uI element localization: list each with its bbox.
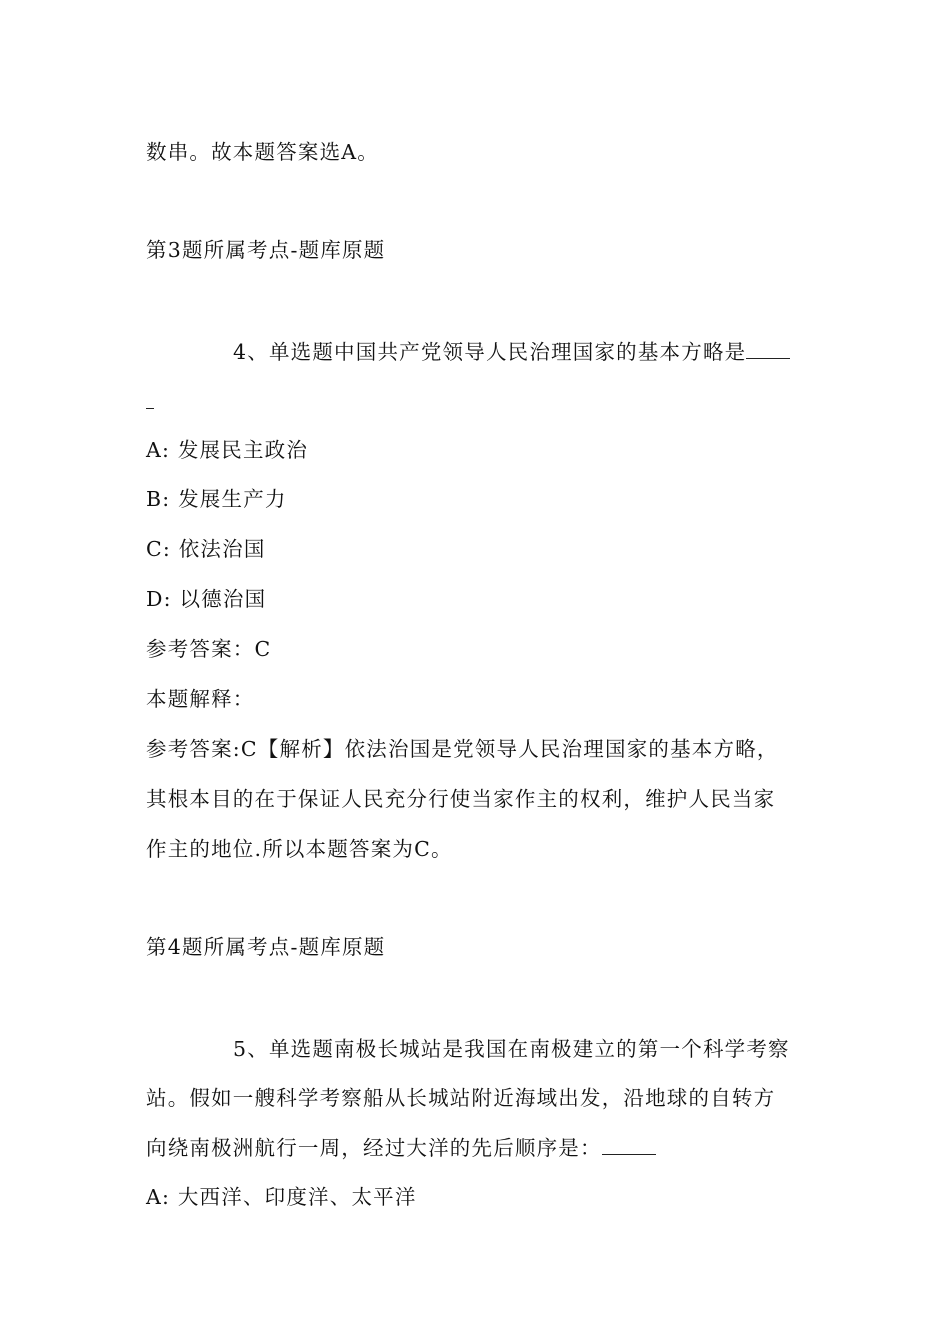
explanation-text: 其根本目的在于保证人民充分行使当家作主的权利，维护人民当家	[146, 787, 776, 811]
option-text: 发展民主政治	[177, 438, 309, 462]
q4-explanation-line-1	[146, 737, 779, 761]
explanation-tail-text: 数串。故本题答案选A。	[146, 140, 380, 164]
q4-explanation-line-3	[146, 837, 453, 861]
q4-option-d	[146, 587, 266, 611]
q3-topic	[146, 238, 385, 262]
q4-explanation-line-2	[146, 787, 775, 811]
answer-text: 参考答案：C	[146, 637, 272, 661]
option-label: B:	[146, 487, 171, 511]
q4-stem-text: 4、单选题中国共产党领导人民治理国家的基本方略是	[233, 340, 747, 364]
answer-blank	[602, 1136, 656, 1155]
explanation-text: 参考答案:C【解析】依法治国是党领导人民治理国家的基本方略，	[146, 737, 779, 761]
q4-stem	[233, 340, 790, 364]
option-text: 以德治国	[179, 587, 267, 611]
option-label: D:	[146, 587, 172, 611]
q4-topic-text: 第4题所属考点-题库原题	[146, 935, 386, 959]
q5-stem-text: 向绕南极洲航行一周，经过大洋的先后顺序是：	[146, 1136, 602, 1160]
option-label: A:	[146, 438, 171, 462]
q5-stem-text: 5、单选题南极长城站是我国在南极建立的第一个科学考察	[233, 1037, 790, 1061]
explanation-heading-text: 本题解释：	[146, 687, 255, 711]
q5-option-a	[146, 1185, 417, 1209]
option-text: 发展生产力	[178, 487, 287, 511]
explanation-text: 作主的地位.所以本题答案为C。	[146, 837, 453, 861]
q5-stem-line-1	[233, 1037, 790, 1061]
q4-option-c	[146, 537, 266, 561]
q3-topic-text: 第3题所属考点-题库原题	[146, 238, 386, 262]
option-label: A:	[146, 1185, 171, 1209]
q5-stem-text: 站。假如一艘科学考察船从长城站附近海域出发，沿地球的自转方	[146, 1086, 776, 1110]
explanation-tail	[146, 140, 379, 164]
q4-topic	[146, 935, 385, 959]
answer-blank	[746, 340, 790, 359]
q4-explanation-heading	[146, 687, 255, 711]
q4-answer	[146, 637, 271, 661]
q4-option-b	[146, 487, 287, 511]
answer-blank-wrap	[146, 407, 154, 409]
option-text: 依法治国	[178, 537, 266, 561]
q4-option-a	[146, 438, 308, 462]
option-text: 大西洋、印度洋、太平洋	[177, 1185, 417, 1209]
option-label: C:	[146, 537, 171, 561]
q5-stem-line-2	[146, 1086, 775, 1110]
q5-stem-line-3	[146, 1136, 656, 1160]
